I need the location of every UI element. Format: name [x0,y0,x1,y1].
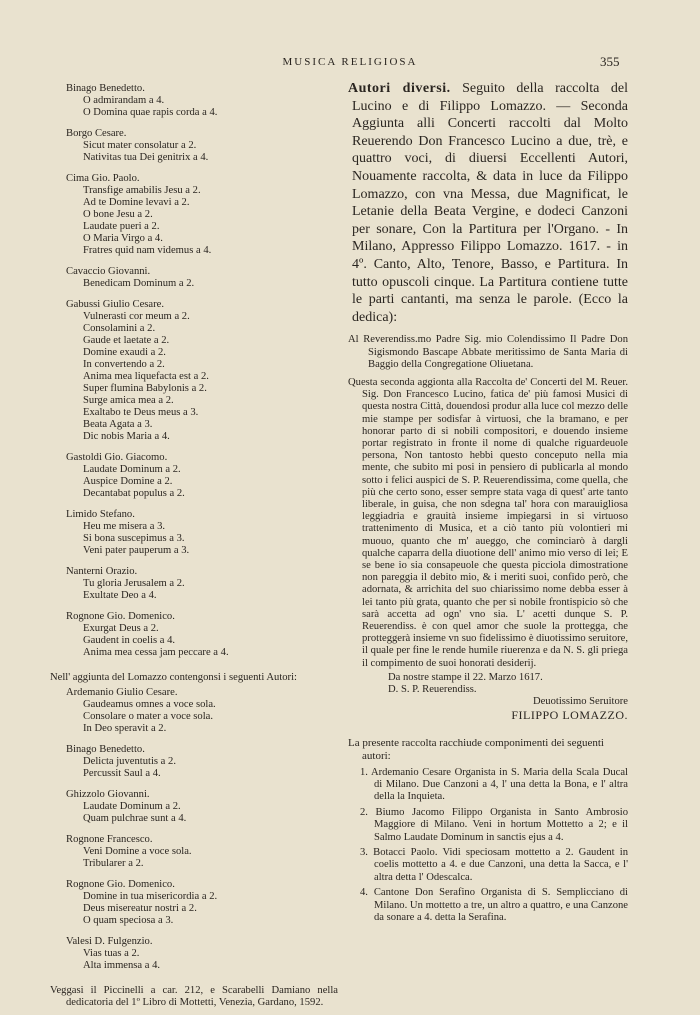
composer-name: Rognone Gio. Domenico. [66,879,175,890]
work-title: Veni pater pauperum a 3. [83,545,190,556]
contents-item-number: 2. [360,806,368,818]
contents-item [348,847,628,884]
composer-name: Rognone Gio. Domenico. [66,611,175,622]
contents-item-number: 4. [360,887,368,899]
spacer [50,927,338,933]
letter-servant: Deuotissimo Seruitore [532,696,628,708]
composer-entry [50,83,338,125]
work-title: Beata Agata a 3. [83,419,153,430]
composer-name: Binago Benedetto. [66,83,145,94]
contents-item [348,767,628,804]
composer-entry [50,744,338,786]
work-title: In Deo speravit a 2. [83,723,167,734]
work-title: O admirandam a 4. [83,95,165,106]
composer-name: Ghizzolo Giovanni. [66,789,150,800]
work-title: Surge amica mea a 2. [83,395,174,406]
work-title: Exaltabo te Deus meus a 3. [83,407,199,418]
composer-entry [50,509,338,563]
composer-list-first [50,83,338,665]
work-title: Domine in tua misericordia a 2. [83,891,218,902]
composer-entry [50,299,338,449]
work-title: Laudate Dominum a 2. [83,464,181,475]
composer-name: Binago Benedetto. [66,744,145,755]
work-title: Gaudeamus omnes a voce sola. [83,699,216,710]
work-title: O quam speciosa a 3. [83,915,174,926]
work-title: Tribularer a 2. [83,858,144,869]
work-title: Fratres quid nam videmus a 4. [83,245,212,256]
right-column [348,80,628,927]
work-title: Vias tuas a 2. [83,948,140,959]
work-title: Ad te Domine levavi a 2. [83,197,190,208]
work-title: Alta immensa a 4. [83,960,161,971]
work-title: Veni Domine a voce sola. [83,846,192,857]
composer-list-second [50,687,338,978]
composer-entry [50,266,338,296]
spacer [50,557,338,563]
page-number: 355 [600,54,620,69]
composer-entry [50,452,338,506]
composer-name: Cima Gio. Paolo. [66,173,140,184]
composer-entry [50,611,338,665]
work-title: Quam pulchrae sunt a 4. [83,813,187,824]
work-title: Super flumina Babylonis a 2. [83,383,207,394]
work-title: Gaudent in coelis a 4. [83,635,176,646]
running-header: MUSICA RELIGIOSA [282,56,418,68]
composer-name: Cavaccio Giovanni. [66,266,151,277]
work-title: Consolare o mater a voce sola. [83,711,214,722]
composer-name: Valesi D. Fulgenzio. [66,936,153,947]
work-title: O bone Jesu a 2. [83,209,153,220]
dedication-recipient: Al Reverendiss.mo Padre Sig. mio Colendissimo Il Padre Don Sigismondo Bascape Abbate meritissimo de Santa Maria di Baggio della Congregatione Oliuetana. [348,334,628,370]
aggiunta-intro: Nell' aggiunta del Lomazzo contengonsi i seguenti Autori: [50,672,297,683]
work-title: Exultate Deo a 4. [83,590,157,601]
dedication-letter: Questa seconda aggionta alla Raccolta de' Concerti del M. Reuer. Sig. Don Francesco Lucino, fatica de' più famosi Musici di questa nostra Città, douendosi produr alla luce col mezzo delle mie stampe per sodisfar à virtuosi, che la bramano, e per honorar parto di si nobili compositori, e douendo insieme portar registrato in fronte il nome di qualche riguardeuole persona, Non tantosto hebbi questo conceputo nella mia mente, che subito mi posi in pensiero di publicarla al mondo sotto i felici auspici de S. P. Reuerendissima, come quella, che più che certo sono, esser sempre stata vaga di quest' arte tanto liberale, in guisa, che non sdegna tal' hora con marauigliosa leggiadria e grauità insieme impiegarsi in si virtuoso trattenimento di Musica, et a ciò tanto più volontieri mi muouo, quanto che m' aueggo, che cominciarò à dargli qualche caparra della diuotione dell' animo mio verso di lei; E se bene io sia consapeuole che questa picciola dimostratione non pareggia il debito mio, & i meriti suoi, confido però, che adornata, & arrichita del suo chiarissimo nome debba esser à lei tanto più grata, quanto che per si nobile frontispicio sò che sarà accetta ad ogn' vno sia. L' acetti dunque S. P. Reuerendiss. è con quel amor che suole la protteggа, che protteggerà insieme vn suo fidelissimo è diuotissimo seruitore, il quale per fine le rende humile riuerenza e da N. S. gli priega il compimento de suoi honorati desiderij. [348,376,628,669]
spacer [50,290,338,296]
work-title: O Domina quae rapis corda a 4. [83,107,218,118]
contents-item-number: 3. [360,847,368,859]
contents-intro: La presente raccolta racchiude componimenti dei seguenti autori: [348,737,604,762]
work-title: Auspice Domine a 2. [83,476,173,487]
composer-entry [50,936,338,978]
work-title: Dic nobis Maria a 4. [83,431,170,442]
letter-signature: FILIPPO LOMAZZO. [511,708,628,723]
spacer [50,500,338,506]
spacer [50,659,338,665]
work-title: Laudate Dominum a 2. [83,801,181,812]
spacer [50,825,338,831]
work-title: Transfige amabilis Jesu a 2. [83,185,201,196]
spacer [50,735,338,741]
work-title: Laudate pueri a 2. [83,221,160,232]
composer-entry [50,834,338,876]
contents-item [348,807,628,844]
contents-item-text: Ardemanio Cesare Organista in S. Maria della Scala Ducal di Milano. Due Canzoni a 4, l' una detta la Bona, e l' altra della la Inquieta. [370,766,628,803]
work-title: Nativitas tua Dei genitrix a 4. [83,152,209,163]
work-title: Si bona suscepimus a 3. [83,533,185,544]
work-title: Tu gloria Jerusalem a 2. [83,578,185,589]
spacer [50,972,338,978]
work-title: Exurgat Deus a 2. [83,623,159,634]
letter-date: Da nostre stampe il 22. Marzo 1617. [388,671,543,683]
work-title: Anima mea liquefacta est a 2. [83,371,209,382]
work-title: Consolamini a 2. [83,323,156,334]
footnote: Veggasi il Piccinelli a car. 212, e Scarabelli Damiano nella dedicatoria del 1º Libro di Mottetti, Venezia, Gardano, 1592. [50,985,338,1008]
composer-entry [50,879,338,933]
section-heading: Autori diversi. [348,81,451,96]
composer-name: Rognone Francesco. [66,834,153,845]
composer-entry [50,687,338,741]
composer-entry [50,566,338,608]
composer-name: Ardemanio Giulio Cesare. [66,687,178,698]
work-title: Anima mea cessa jam peccare a 4. [83,647,229,658]
work-title: Deus misereatur nostri a 2. [83,903,197,914]
spacer [50,164,338,170]
composer-name: Borgo Cesare. [66,128,127,139]
work-title: Decantabat populus a 2. [83,488,185,499]
work-title: Heu me misera a 3. [83,521,166,532]
left-column [50,80,338,1009]
letter-closing: D. S. P. Reuerendiss. [388,684,477,695]
contents-item-number: 1. [360,766,368,778]
contents-item-text: Cantone Don Serafino Organista di S. Semplicciano di Milano. Un mottetto a tre, un altro a quattro, e una Canzone da sonare a 4. detta la Serafina. [373,887,628,924]
spacer [50,870,338,876]
spacer [50,602,338,608]
composer-entry [50,128,338,170]
work-title: Delicta juventutis a 2. [83,756,176,767]
work-title: Percussit Saul a 4. [83,768,161,779]
work-title: Domine exaudi a 2. [83,347,166,358]
work-title: In convertendo a 2. [83,359,165,370]
contents-item-text: Botacci Paolo. Vidi speciosam mottetto a 2. Gaudent in coelis mottetto a 4. e due Canzoni, una detta la Sacca, e l' altra detta l' Odescalca. [373,847,628,883]
composer-name: Limido Stefano. [66,509,135,520]
composer-name: Gabussi Giulio Cesare. [66,299,164,310]
spacer [50,443,338,449]
work-title: Sicut mater consolatur a 2. [83,140,197,151]
composer-name: Gastoldi Gio. Giacomo. [66,452,168,463]
contents-list [348,767,628,925]
contents-item [348,887,628,924]
composer-entry [50,789,338,831]
work-title: Benedicam Dominum a 2. [83,278,195,289]
collection-title: Seguito della raccolta del Lucino e di Filippo Lomazzo. — Seconda Aggiunta alli Concerti raccolti dal Molto Reuerendo Don Francesco Lucino a due, trè, e quattro voci, di diuersi Eccellenti Autori, Nouamente raccolta, & data in luce da Filippo Lomazzo, con vna Messa, due Magnificat, le Letanie della Beata Vergine, e dodeci Canzoni per sonare, Con la Partitura per l'Organo. - In Milano, Appresso Filippo Lomazzo. 1617. - in 4º. Canto, Alto, Tenore, Basso, e Partitura. In tutto opuscoli cinque. La Partitura contiene tutte le parti cantanti, ma senza le parole. (Ecco la dedica): [352,81,628,325]
work-title: Vulnerasti cor meum a 2. [83,311,190,322]
spacer [50,780,338,786]
collection-description [348,80,628,326]
work-title: O Maria Virgo a 4. [83,233,163,244]
composer-name: Nanterni Orazio. [66,566,138,577]
spacer [50,257,338,263]
work-title: Gaude et laetate a 2. [83,335,170,346]
composer-entry [50,173,338,263]
contents-item-text: Biumo Jacomo Filippo Organista in Santo Ambrosio Maggiore di Milano. Veni in hortum Mottetto a 2; e il Salmo Laudate Dominum in sanctis ejus a 4. [374,806,628,843]
spacer [50,119,338,125]
